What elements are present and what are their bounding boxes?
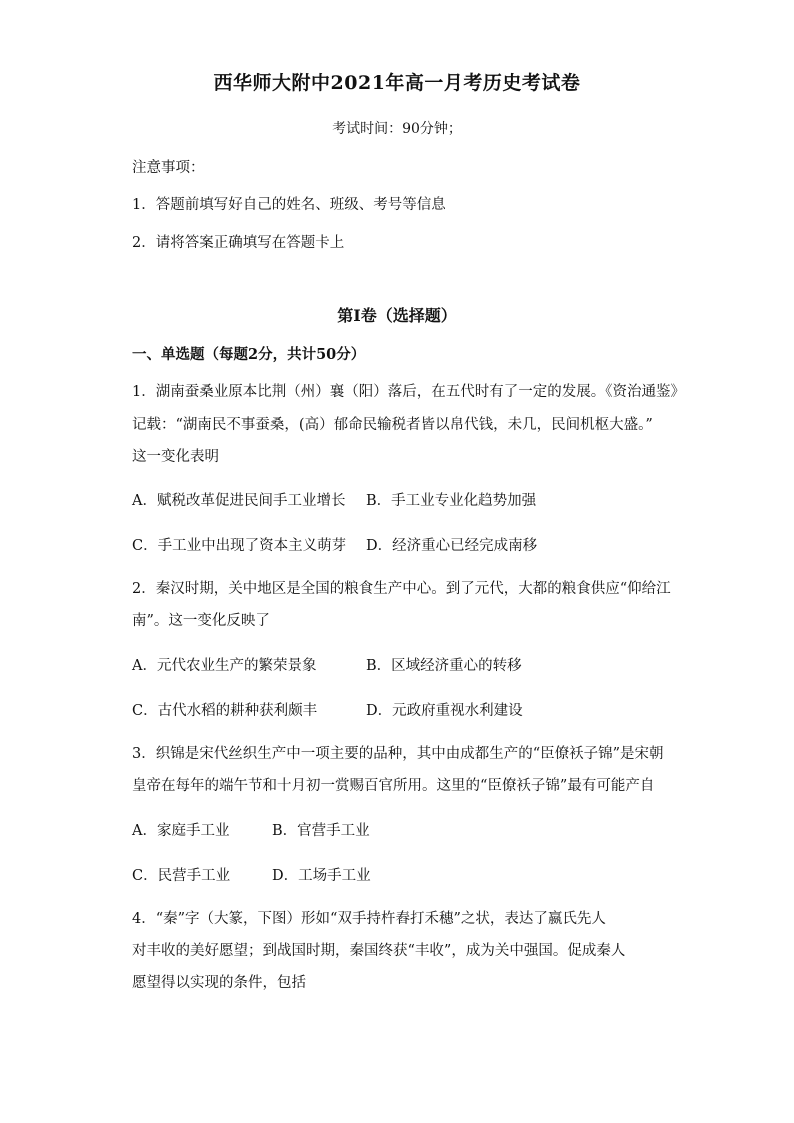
question-3-option-c: C．民营手工业: [132, 868, 231, 884]
question-1-text: 1．湖南蚕桑业原本比荆（州）襄（阳）落后，在五代时有了一定的发展。《资治通鉴》: [132, 384, 685, 400]
question-1-text: 这一变化表明: [132, 449, 219, 465]
section-title: 一、单选题（每题2分，共计50分）: [132, 346, 366, 363]
question-2-option-d: D．元政府重视水利建设: [366, 703, 523, 719]
question-1-text: 记载：“湖南民不事蚕桑，(高）郁命民输税者皆以帛代钱，未几，民间机枢大盛。”: [132, 417, 653, 433]
question-1-option-c: C．手工业中出现了资本主义萌芽: [132, 538, 347, 554]
question-3-option-b: B．官营手工业: [272, 823, 370, 839]
question-3-option-a: A．家庭手工业: [132, 823, 230, 839]
question-4-text: 对丰收的美好愿望；到战国时期，秦国终获“丰收”，成为关中强国。促成秦人: [132, 943, 626, 959]
question-4-text: 4．“秦”字（大篆，下图）形如“双手持杵舂打禾穗”之状，表达了嬴氏先人: [132, 911, 606, 927]
note-item: 1．答题前填写好自己的姓名、班级、考号等信息: [132, 197, 446, 213]
question-2-option-b: B．区域经济重心的转移: [366, 658, 522, 674]
question-1-option-d: D．经济重心已经完成南移: [366, 538, 538, 554]
question-2-option-a: A．元代农业生产的繁荣景象: [132, 658, 317, 674]
question-2-text: 2．秦汉时期，关中地区是全国的粮食生产中心。到了元代，大都的粮食供应“仰给江: [132, 581, 671, 597]
note-item: 2．请将答案正确填写在答题卡上: [132, 235, 345, 251]
part-title: 第I卷（选择题）: [337, 306, 457, 325]
question-1-option-b: B．手工业专业化趋势加强: [366, 493, 537, 509]
question-2-option-c: C．古代水稻的耕种获利颇丰: [132, 703, 318, 719]
question-2-text: 南”。这一变化反映了: [132, 613, 270, 629]
question-4-text: 愿望得以实现的条件，包括: [132, 975, 306, 991]
question-1-option-a: A．赋税改革促进民间手工业增长: [132, 493, 346, 509]
exam-title: 西华师大附中2021年高一月考历史考试卷: [213, 72, 581, 94]
notes-heading: 注意事项：: [132, 160, 205, 176]
question-3-text: 3．织锦是宋代丝织生产中一项主要的品种，其中由成都生产的“臣僚袄子锦”是宋朝: [132, 746, 664, 762]
question-3-text: 皇帝在每年的端午节和十月初一赏赐百官所用。这里的“臣僚袄子锦”最有可能产自: [132, 778, 655, 794]
question-3-option-d: D．工场手工业: [272, 868, 371, 884]
exam-time: 考试时间：90分钟；: [332, 121, 462, 137]
